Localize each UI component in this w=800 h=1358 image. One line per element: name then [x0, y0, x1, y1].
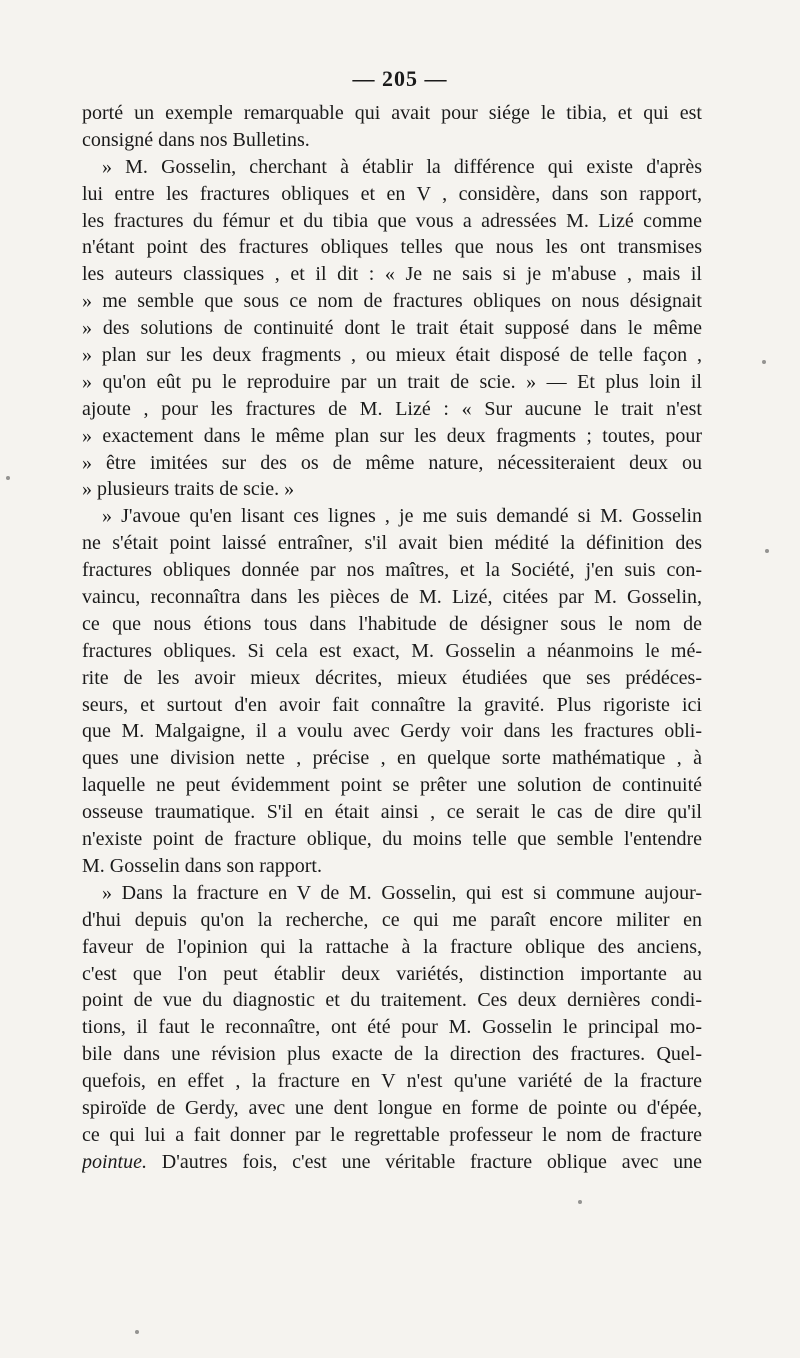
text-line: fractures obliques donnée par nos maîtres, et la Société, j'en suis con- [82, 559, 702, 582]
text-line: » qu'on eût pu le reproduire par un trait de scie. » — Et plus loin il [82, 370, 702, 393]
text-line: ques une division nette , précise , en quelque sorte mathématique , à [82, 747, 702, 770]
text-line: faveur de l'opinion qui la rattache à la fracture oblique des anciens, [82, 935, 702, 958]
scan-speck [762, 360, 766, 364]
text-line: laquelle ne peut évidemment point se prêter une solution de continuité [82, 774, 702, 797]
text-line: » plan sur les deux fragments , ou mieux était disposé de telle façon , [82, 344, 702, 367]
text-line: » J'avoue qu'en lisant ces lignes , je me suis demandé si M. Gosselin [102, 505, 702, 528]
text-line: bile dans une révision plus exacte de la direction des fractures. Quel- [82, 1043, 702, 1066]
text-line: pointue. D'autres fois, c'est une véritable fracture oblique avec une [82, 1150, 702, 1173]
text-line: M. Gosselin dans son rapport. [82, 854, 322, 877]
text-line: que M. Malgaigne, il a voulu avec Gerdy voir dans les fractures obli- [82, 720, 702, 743]
text-line: tions, il faut le reconnaître, ont été pour M. Gosselin le principal mo- [82, 1016, 702, 1039]
text-line: lui entre les fractures obliques et en V , considère, dans son rapport, [82, 182, 702, 205]
text-line: d'hui depuis qu'on la recherche, ce qui me paraît encore militer en [82, 908, 702, 931]
text-line: n'étant point des fractures obliques telles que nous les ont transmises [82, 236, 702, 259]
text-line: c'est que l'on peut établir deux variétés, distinction importante au [82, 962, 702, 985]
text-line: les auteurs classiques , et il dit : « Je ne sais si je m'abuse , mais il [82, 263, 702, 286]
text-line: consigné dans nos Bulletins. [82, 128, 310, 151]
text-line: fractures obliques. Si cela est exact, M. Gosselin a néanmoins le mé- [82, 639, 702, 662]
text-line: vaincu, reconnaîtra dans les pièces de M. Lizé, citées par M. Gosselin, [82, 586, 702, 609]
body-text [82, 100, 702, 1176]
text-line: ajoute , pour les fractures de M. Lizé : « Sur aucune le trait n'est [82, 397, 702, 420]
text-line: rite de les avoir mieux décrites, mieux étudiées que ses prédéces- [82, 666, 702, 689]
text-line: spiroïde de Gerdy, avec une dent longue en forme de pointe ou d'épée, [82, 1096, 702, 1119]
text-line: » être imitées sur des os de même nature, nécessiteraient deux ou [82, 451, 702, 474]
text-line: » des solutions de continuité dont le trait était supposé dans le même [82, 317, 702, 340]
italic-term: pointue. [82, 1150, 147, 1173]
text-line: ce qui lui a fait donner par le regrettable professeur le nom de fracture [82, 1123, 702, 1146]
text-line: osseuse traumatique. S'il en était ainsi , ce serait le cas de dire qu'il [82, 801, 702, 824]
text-line: les fractures du fémur et du tibia que vous a adressées M. Lizé comme [82, 209, 702, 232]
page-number: — 205 — [352, 66, 448, 91]
text-line: n'existe point de fracture oblique, du moins telle que semble l'entendre [82, 828, 702, 851]
text-line: porté un exemple remarquable qui avait pour siége le tibia, et qui est [82, 102, 702, 124]
text-line: quefois, en effet , la fracture en V n'est qu'une variété de la fracture [82, 1070, 702, 1093]
scan-speck [578, 1200, 582, 1204]
text-line: » Dans la fracture en V de M. Gosselin, qui est si commune aujour- [102, 881, 702, 904]
scan-speck [135, 1330, 139, 1334]
text-line: seurs, et surtout d'en avoir fait connaître la gravité. Plus rigoriste ici [82, 693, 702, 716]
text-line: » M. Gosselin, cherchant à établir la différence qui existe d'après [102, 155, 702, 178]
text-line: » plusieurs traits de scie. » [82, 478, 295, 501]
text-line: point de vue du diagnostic et du traitement. Ces deux dernières condi- [82, 989, 702, 1012]
text-line: » exactement dans le même plan sur les deux fragments ; toutes, pour [82, 424, 702, 447]
scan-speck [6, 476, 10, 480]
text-line: ce que nous étions tous dans l'habitude de désigner sous le nom de [82, 612, 702, 635]
text-line: ne s'était point laissé entraîner, s'il avait bien médité la définition des [82, 532, 702, 555]
scan-speck [765, 549, 769, 553]
text-line: » me semble que sous ce nom de fractures obliques on nous désignait [82, 290, 702, 313]
